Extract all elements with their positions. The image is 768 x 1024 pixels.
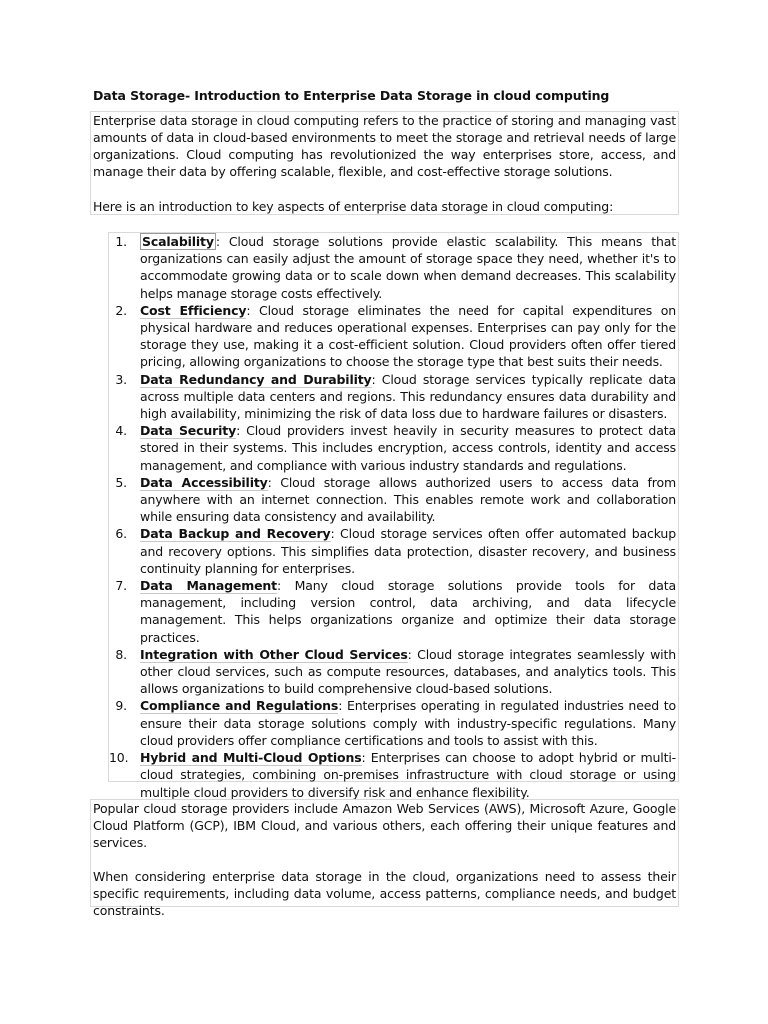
list-item-number: 3. [115, 371, 127, 387]
list-item-number: 9. [115, 698, 127, 714]
list-item [109, 646, 678, 698]
list-item-term: Integration with Other Cloud Services [140, 646, 408, 662]
list-item-text: : Enterprises can choose to adopt hybrid or multi-cloud strategies, combining on-premises infrastructure with cloud storage or using multiple cloud providers to diversify risk and enhance flexibility. [140, 750, 677, 800]
intro-section [90, 111, 679, 215]
list-item [109, 233, 678, 302]
list-item-text: : Cloud providers invest heavily in security measures to protect data stored in their systems. This includes encryption, access controls, identity and access management, and compliance with various industry standards and regulations. [140, 423, 676, 473]
list-item-text: : Enterprises operating in regulated industries need to ensure their data storage solutions comply with industry-specific regulations. Many cloud providers offer compliance certifications and tools to assist with this. [140, 698, 677, 748]
list-item-term: Data Management [140, 578, 278, 594]
list-item-term: Scalability [142, 234, 214, 249]
list-item-term: Data Backup and Recovery [140, 526, 331, 542]
list-item-number: 8. [115, 646, 127, 662]
providers-section [90, 799, 679, 918]
intro-lead-paragraph: Here is an introduction to key aspects of enterprise data storage in cloud computing: [93, 199, 614, 214]
key-aspects-list [109, 233, 678, 801]
list-item-number: 1. [115, 234, 127, 249]
list-item-text: : Cloud storage solutions provide elastic scalability. This means that organizations can easily adjust the amount of storage space they need, whether it's to accommodate growing data or to scale down when demand decreases. This scalability helps manage storage costs effectively. [140, 234, 676, 301]
list-item [109, 749, 678, 801]
list-item [109, 371, 678, 423]
list-item-term: Data Redundancy and Durability [140, 371, 372, 387]
list-item-term: Cost Efficiency [140, 302, 247, 318]
list-item-term: Hybrid and Multi-Cloud Options [140, 750, 362, 766]
list-item-number: 4. [115, 423, 127, 439]
intro-paragraph: Enterprise data storage in cloud computing refers to the practice of storing and managing vast amounts of data in cloud-based environments to meet the storage and retrieval needs of large organizations. Cloud computing has revolutionized the way enterprises store, access, and manage their data by offering scalable, flexible, and cost-effective storage solutions. [93, 113, 676, 179]
list-item [109, 302, 678, 371]
key-aspects-section [108, 232, 679, 800]
list-item [109, 697, 678, 749]
list-item-term: Compliance and Regulations [140, 698, 339, 714]
list-item [109, 577, 678, 646]
providers-paragraph: Popular cloud storage providers include Amazon Web Services (AWS), Microsoft Azure, Google Cloud Platform (GCP), IBM Cloud, and various others, each offering their unique features and services. [93, 801, 676, 850]
list-item [109, 474, 678, 526]
list-item-text: : Cloud storage integrates seamlessly with other cloud services, such as compute resources, databases, and analytics tools. This allows organizations to build comprehensive cloud-based solutions. [140, 646, 676, 697]
list-item-number: 10. [109, 750, 129, 766]
list-item-text: : Cloud storage allows authorized users to access data from anywhere with an internet connection. This enables remote work and collaboration while ensuring data consistency and availability. [140, 474, 676, 525]
document-title: Data Storage- Introduction to Enterprise Data Storage in cloud computing [93, 88, 610, 103]
list-item-term: Data Accessibility [140, 474, 268, 490]
list-item [109, 525, 678, 577]
list-item-text: : Cloud storage services often offer automated backup and recovery options. This simplifies data protection, disaster recovery, and business continuity planning for enterprises. [140, 526, 676, 576]
list-item-number: 6. [115, 526, 127, 542]
list-item [109, 422, 678, 474]
list-item-number: 7. [115, 578, 127, 594]
list-item-text: : Cloud storage services typically replicate data across multiple data centers and regions. This redundancy ensures data durability and high availability, minimizing the risk of data loss due to hardware failures or disasters. [140, 371, 677, 422]
list-item-number: 5. [115, 474, 127, 490]
list-item-text: : Many cloud storage solutions provide tools for data management, including version control, data archiving, and data lifecycle management. This helps organizations organize and optimize their data storage practices. [140, 578, 676, 645]
considerations-paragraph: When considering enterprise data storage in the cloud, organizations need to assess their specific requirements, including data volume, access patterns, compliance needs, and budget constraints. [93, 869, 676, 918]
list-item-text: : Cloud storage eliminates the need for capital expenditures on physical hardware and reduces operational expenses. Enterprises can pay only for the storage they use, making it a cost-efficient solution. Cloud providers often offer tiered pricing, allowing organizations to choose the storage type that best suits their needs. [140, 302, 676, 370]
list-item-term: Data Security [140, 423, 237, 439]
list-item-number: 2. [115, 302, 127, 318]
